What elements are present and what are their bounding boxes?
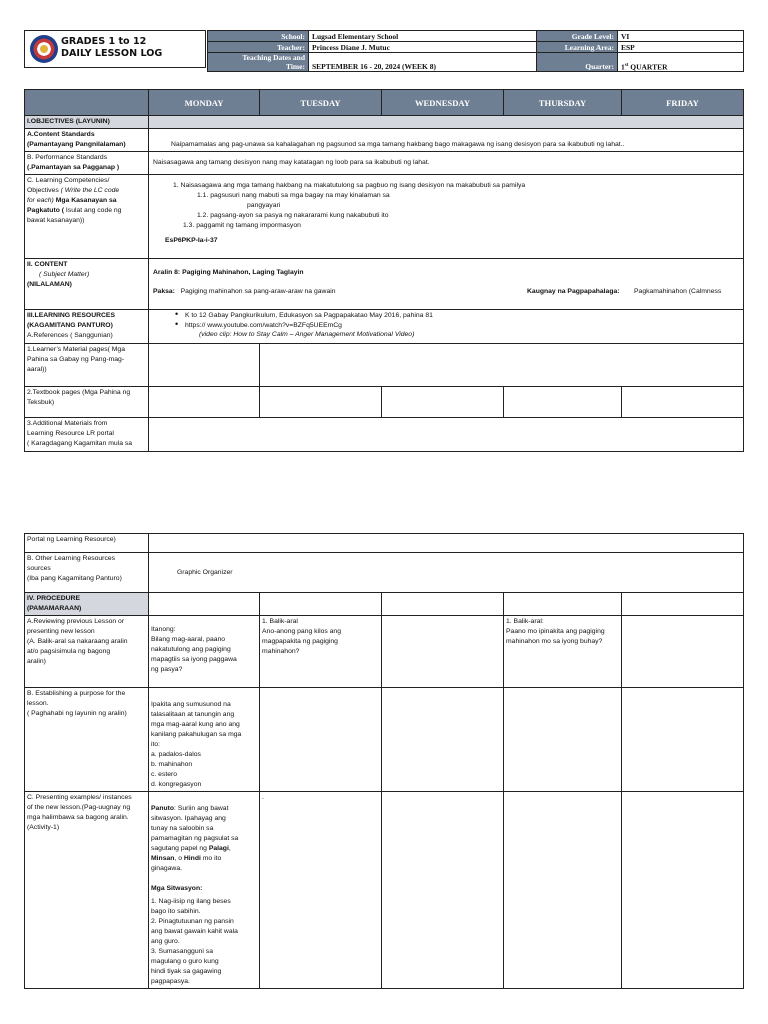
examples-friday xyxy=(622,792,744,989)
doc-title-line1: GRADES 1 to 12 xyxy=(61,36,147,47)
teaching-dates-label: Teaching Dates and Time: xyxy=(208,53,309,72)
learning-area-value: ESP xyxy=(618,42,744,53)
purpose-monday: Ipakita ang sumusunod na talasalitaan at tanungin ang mga mag-aaral kung ano ang kanilang pakahulugan sa mga ito: a. padalos-dalos b. mahinahon c. estero d. kongregasyon xyxy=(149,688,260,792)
reference-2: • https:// www.youtube.com/watch?v=BZFq5UEEmCg xyxy=(171,321,741,331)
proc-friday xyxy=(622,593,744,616)
teaching-dates-value: SEPTEMBER 16 - 20, 2024 (WEEK 8) xyxy=(309,53,537,72)
kaugnay-value: Pagkamahinahon (Calmness xyxy=(634,288,722,295)
examples-monday: Panuto: Suriin ang bawat sitwasyon. Ipahayag ang tunay na saloobin sa pamamagitan ng pagsulat sa sagutang papel ng Palagi, Minsan, o Hindi mo ito ginagawa. Mga Sitwasyon: 1. Nag-iisip ng ilang beses bago ito sabihin. 2. Pinagtutuunan ng pansin ang bawat gawain kahit wala ang guro. 3. Sumasangguni sa magulang o guro kung hindi tiyak sa gagawing pagpapasya. xyxy=(149,792,260,989)
textbook-pages-label: 2.Textbook pages (Mga Pahina ng Teksbuk) xyxy=(25,387,149,418)
purpose-tuesday xyxy=(260,688,382,792)
other-resources-value: Graphic Organizer xyxy=(149,553,744,593)
day-header-wednesday: WEDNESDAY xyxy=(382,90,504,116)
presenting-examples-label: C. Presenting examples/ instances of the new lesson.(Pag-uugnay ng mga halimbawa sa bagong aralin. (Activity-1) xyxy=(25,792,149,989)
quarter-label: Quarter: xyxy=(537,53,618,72)
learning-competencies-text xyxy=(149,175,744,259)
school-label: School: xyxy=(208,31,309,42)
examples-thursday xyxy=(504,792,622,989)
objectives-label: I.OBJECTIVES (LAYUNIN) xyxy=(25,116,149,129)
tb-friday xyxy=(622,387,744,418)
learning-area-label: Learning Area: xyxy=(537,42,618,53)
purpose-wednesday xyxy=(382,688,504,792)
competency-1: 1. Naisasagawa ang mga tamang hakbang na makatutulong sa pagbuo ng isang desisyon na makabubuti sa pamilya xyxy=(173,182,526,189)
quarter-value: 1st QUARTER xyxy=(618,53,744,72)
proc-tuesday xyxy=(260,593,382,616)
lm-rest xyxy=(260,344,744,387)
references-text xyxy=(149,310,744,344)
reviewing-lesson-label: A.Reviewing previous Lesson or presenting new lesson (A. Balik-aral sa nakaraang aralin at/o pagsisimula ng bagong aralin) xyxy=(25,616,149,688)
performance-standards-label: B. Performance Standards (.Pamantayan sa Pagganap ) xyxy=(25,152,149,175)
content-text xyxy=(149,259,744,310)
header-info-table xyxy=(207,30,744,72)
establishing-purpose-label: B. Establishing a purpose for the lesson. ( Paghahabi ng layunin ng aralin) xyxy=(25,688,149,792)
content-standards-label: A.Content Standards (Pamantayang Pangnilalaman) xyxy=(25,129,149,152)
kaugnay-label: Kaugnay na Pagpapahalaga: xyxy=(527,288,620,295)
day-header-monday: MONDAY xyxy=(149,90,260,116)
doc-title-line2: DAILY LESSON LOG xyxy=(61,48,163,59)
paksa-row: Paksa: Pagiging mahinahon sa pang-araw-araw na gawain Kaugnay na Pagpapahalaga: Pagkamahinahon (Calmness xyxy=(153,288,722,295)
lm-monday xyxy=(149,344,260,387)
objectives-band xyxy=(149,116,744,129)
review-monday: Itanong: Bilang mag-aaral, paano nakatutulong ang pagiging mapagtiis sa iyong paggawa ng pasya? xyxy=(149,616,260,688)
review-wednesday xyxy=(382,616,504,688)
aralin-title: Aralin 8: Pagiging Mahinahon, Laging Taglayin xyxy=(153,269,304,276)
portal-row xyxy=(149,534,744,553)
competency-1-3: 1.3. paggamit ng tamang impormasyon xyxy=(183,222,301,229)
doc-title-box xyxy=(24,30,206,68)
procedure-label: IV. PROCEDURE (PAMAMARAAN) xyxy=(25,593,149,616)
reference-3: (video clip: How to Stay Calm – Anger Management Motivational Video) xyxy=(199,331,415,338)
proc-thursday xyxy=(504,593,622,616)
lesson-log-table-page1 xyxy=(24,89,744,452)
day-header-friday: FRIDAY xyxy=(622,90,744,116)
day-header-tuesday: TUESDAY xyxy=(260,90,382,116)
review-thursday: 1. Balik-aral: Paano mo ipinakita ang pagiging mahinahon mo sa iyong buhay? xyxy=(504,616,622,688)
proc-wednesday xyxy=(382,593,504,616)
am-row xyxy=(149,418,744,452)
corner-cell xyxy=(25,90,149,116)
school-value: Lugsad Elementary School xyxy=(309,31,537,42)
performance-standards-text: Naisasagawa ang tamang desisyon nang may katatagan ng loob para sa ikabubuti ng lahat. xyxy=(149,152,744,175)
tb-tuesday xyxy=(260,387,382,418)
purpose-friday xyxy=(622,688,744,792)
content-standards-text: Naipamamalas ang pag-unawa sa kahalagahan ng pagsunod sa mga tamang hakbang bago makagawa ng isang desisyon para sa ikabubuti ng lahat.. xyxy=(149,129,744,152)
proc-monday xyxy=(149,593,260,616)
day-header-thursday: THURSDAY xyxy=(504,90,622,116)
competency-1-1: 1.1. pagsusuri nang mabuti sa mga bagay na may kinalaman sa xyxy=(197,192,390,199)
deped-seal-icon xyxy=(30,35,58,63)
competency-1-2: 1.2. pagsang-ayon sa pasya ng nakararami kung nakabubuti ito xyxy=(197,212,389,219)
portal-label: Portal ng Learning Resource) xyxy=(25,534,149,553)
additional-materials-label: 3.Additional Materials from Learning Resource LR portal ( Karagdagang Kagamitan mula sa xyxy=(25,418,149,452)
grade-level-label: Grade Level: xyxy=(537,31,618,42)
learning-competencies-label: C. Learning Competencies/ Objectives ( Write the LC code for each) Mga Kasanayan sa Pagkatuto ( Isulat ang code ng bawat kasanayan)) xyxy=(25,175,149,259)
competency-code: EsP6PKP-Ia-i-37 xyxy=(165,237,218,244)
grade-level-value: VI xyxy=(618,31,744,42)
review-friday xyxy=(622,616,744,688)
competency-1-1-cont: pangyayari xyxy=(247,202,281,209)
content-label: II. CONTENT ( Subject Matter) (NILALAMAN) xyxy=(25,259,149,310)
learners-material-label: 1.Learner’s Material pages( Mga Pahina sa Gabay ng Pang-mag- aaral)) xyxy=(25,344,149,387)
purpose-thursday xyxy=(504,688,622,792)
teacher-value: Princess Diane J. Mutuc xyxy=(309,42,537,53)
tb-thursday xyxy=(504,387,622,418)
learning-resources-label: III.LEARNING RESOURCES (KAGAMITANG PANTURO) A.References ( Sanggunian) xyxy=(25,310,149,344)
examples-wednesday xyxy=(382,792,504,989)
other-resources-label: B. Other Learning Resources sources (Iba pang Kagamitang Panturo) xyxy=(25,553,149,593)
review-tuesday: 1. Balik-aral Ano-anong pang kilos ang magpapakita ng pagiging mahinahon? xyxy=(260,616,382,688)
lesson-log-table-page2 xyxy=(24,533,744,989)
examples-tuesday: . xyxy=(260,792,382,989)
tb-monday xyxy=(149,387,260,418)
tb-wednesday xyxy=(382,387,504,418)
teacher-label: Teacher: xyxy=(208,42,309,53)
reference-1: • K to 12 Gabay Pangkurikulum, Edukasyon sa Pagpapakatao May 2016, pahina 81 xyxy=(171,311,741,321)
